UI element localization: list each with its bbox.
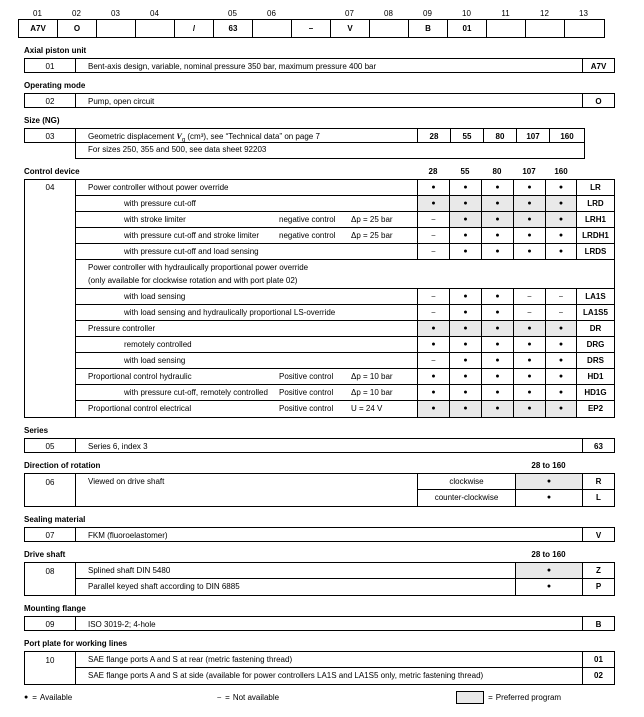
row-code: 02 [594, 671, 603, 680]
availability-cell: ● [514, 180, 546, 195]
control-row-label: Pressure controller [88, 324, 156, 333]
availability-cell: ● [546, 369, 577, 384]
displacement-subscript: g [181, 137, 186, 144]
port-plate-table [24, 651, 615, 685]
code-column-label: 06 [267, 9, 276, 18]
availability-cell: ● [482, 337, 514, 352]
availability-cell: ● [450, 385, 482, 400]
code-cell: B [409, 20, 448, 37]
control-row-code: EP2 [587, 404, 604, 413]
availability-cell: – [418, 353, 450, 368]
control-row-label: Proportional control electrical [88, 404, 192, 413]
row-number: 02 [25, 94, 76, 107]
availability-cell: ● [450, 289, 482, 304]
control-row-code: DRG [586, 340, 605, 349]
section-title-sealing: Sealing material [24, 515, 86, 524]
code-column-label: 13 [579, 9, 588, 18]
row-code: Z [596, 566, 601, 575]
drive-shaft-row-splined [76, 563, 614, 579]
displacement-variable: V [176, 132, 182, 141]
code-column-label: 05 [228, 9, 237, 18]
control-row-mode: Positive control [279, 372, 334, 381]
control-row-code: DRS [587, 356, 604, 365]
row-description: SAE flange ports A and S at rear (metric fastening thread) [76, 652, 583, 667]
availability-cell: – [546, 289, 577, 304]
availability-cell: ● [514, 337, 546, 352]
code-column-label: 02 [72, 9, 81, 18]
size-note-row: For sizes 250, 355 and 500, see data sheet 92203 [75, 143, 585, 159]
size-column-header: 55 [460, 167, 470, 176]
section-title-operating-mode: Operating mode [24, 81, 86, 90]
direction-rows [418, 474, 614, 506]
control-row-DRG [76, 337, 614, 353]
availability-cell: ● [516, 490, 583, 506]
code-column-label: 04 [150, 9, 159, 18]
size-column-header: 160 [554, 167, 568, 176]
availability-cell: – [418, 228, 450, 243]
control-row-label: with pressure cut-off and load sensing [124, 247, 259, 256]
size-column-header: 28 [428, 167, 438, 176]
code-cell: 01 [448, 20, 487, 37]
availability-cell: ● [514, 228, 546, 243]
code-cell [526, 20, 565, 37]
row-description: Parallel keyed shaft according to DIN 6885 [76, 579, 516, 595]
section-title-drive-shaft [24, 550, 613, 560]
availability-cell: – [418, 244, 450, 259]
availability-cell: ● [546, 196, 577, 211]
code-cell: A7V [19, 20, 58, 37]
size-value: 107 [517, 129, 550, 142]
availability-cell: ● [546, 180, 577, 195]
code-column-label: 07 [345, 9, 354, 18]
size-value: 55 [451, 129, 484, 142]
availability-cell: ● [418, 401, 450, 417]
availability-cell: ● [514, 212, 546, 227]
drive-shaft-row-keyed [76, 579, 614, 595]
availability-cell: ● [546, 385, 577, 400]
row-number: 03 [25, 129, 76, 142]
legend [24, 690, 644, 704]
code-column-label: 09 [423, 9, 432, 18]
legend-available-label: Available [39, 692, 73, 702]
availability-cell: ● [546, 401, 577, 417]
availability-cell: ● [450, 196, 482, 211]
control-row-mode: Positive control [279, 404, 334, 413]
port-plate-row-rear [76, 652, 614, 668]
code-cell: – [292, 20, 331, 37]
code-column-label: 03 [111, 9, 120, 18]
control-row-code: LRD [587, 199, 604, 208]
row-number: 06 [25, 474, 76, 506]
availability-cell: ● [514, 196, 546, 211]
availability-cell: ● [482, 244, 514, 259]
control-group-note-line1: Power controller with hydraulically proportional power override [88, 263, 309, 272]
control-row-DR [76, 321, 614, 337]
section-title-size: Size (NG) [24, 116, 60, 125]
row-description [76, 129, 418, 142]
row-code: L [596, 493, 601, 502]
row-number: 09 [25, 617, 76, 630]
control-row-LA1S5 [76, 305, 614, 321]
preferred-program-swatch [456, 691, 484, 704]
availability-cell: ● [418, 180, 450, 195]
row-code: V [595, 531, 602, 540]
control-row-DRS [76, 353, 614, 369]
availability-cell: ● [450, 401, 482, 417]
code-column-label: 01 [33, 9, 42, 18]
code-cell [487, 20, 526, 37]
availability-cell: – [514, 289, 546, 304]
availability-cell: ● [450, 212, 482, 227]
control-row-value: Δp = 25 bar [351, 231, 393, 240]
code-cell: 63 [214, 20, 253, 37]
control-row-code: LA1S5 [583, 308, 608, 317]
availability-cell: ● [546, 244, 577, 259]
direction-row-clockwise [418, 474, 614, 490]
control-row-HD1G [76, 385, 614, 401]
size-column-header: 80 [492, 167, 502, 176]
row-number: 05 [25, 439, 76, 452]
control-row-code: LR [590, 183, 601, 192]
legend-equals: = [225, 692, 230, 702]
control-row-label: with pressure cut-off, remotely controlled [124, 388, 268, 397]
size-value: 80 [484, 129, 517, 142]
availability-cell: ● [546, 321, 577, 336]
legend-equals: = [32, 692, 37, 702]
availability-cell: – [418, 289, 450, 304]
availability-cell: ● [546, 337, 577, 352]
axial-piston-unit-row [24, 58, 615, 73]
availability-cell: ● [450, 337, 482, 352]
mounting-flange-row [24, 616, 615, 631]
availability-cell: ● [450, 244, 482, 259]
control-row-HD1 [76, 369, 614, 385]
code-cell [97, 20, 136, 37]
row-code: O [595, 97, 602, 106]
control-row-label: Power controller without power override [88, 183, 229, 192]
section-title-axial-piston-unit: Axial piston unit [24, 46, 87, 55]
control-row-LRH1 [76, 212, 614, 228]
direction-table [24, 473, 615, 507]
row-number: 07 [25, 528, 76, 541]
port-plate-rows [76, 652, 614, 684]
row-code: 63 [594, 442, 603, 451]
availability-cell: ● [514, 401, 546, 417]
direction-label: counter-clockwise [418, 490, 516, 506]
row-code: 01 [594, 655, 603, 664]
control-row-label: Proportional control hydraulic [88, 372, 192, 381]
availability-cell: ● [482, 196, 514, 211]
availability-cell: ● [514, 321, 546, 336]
control-row-code: DR [589, 324, 602, 333]
availability-cell: – [418, 212, 450, 227]
availability-cell: ● [418, 369, 450, 384]
not-available-dash-icon: – [217, 693, 222, 701]
control-row-code: LA1S [585, 292, 606, 301]
availability-cell: ● [546, 228, 577, 243]
control-row-label: with stroke limiter [124, 215, 186, 224]
size-row [24, 128, 585, 143]
size-range-header: 28 to 160 [531, 461, 566, 470]
availability-cell: – [514, 305, 546, 320]
model-code-column-labels [18, 8, 605, 19]
control-row-label: with load sensing [124, 356, 186, 365]
code-cell: V [331, 20, 370, 37]
row-description: FKM (fluoroelastomer) [76, 528, 583, 541]
control-row-mode: negative control [279, 215, 336, 224]
code-cell [565, 20, 604, 37]
row-description: Series 6, index 3 [76, 439, 583, 452]
code-cell [136, 20, 175, 37]
code-cell [253, 20, 292, 37]
control-row-LRD [76, 196, 614, 212]
row-description: Pump, open circuit [76, 94, 583, 107]
availability-cell: ● [482, 369, 514, 384]
control-row-code: HD1 [587, 372, 604, 381]
code-column-label: 08 [384, 9, 393, 18]
row-description: Bent-axis design, variable, nominal pressure 350 bar, maximum pressure 400 bar [76, 59, 583, 72]
control-row-label: remotely controlled [124, 340, 192, 349]
sealing-row [24, 527, 615, 542]
control-device-table [24, 179, 615, 418]
control-row-LR [76, 180, 614, 196]
control-row-code: HD1G [584, 388, 607, 397]
control-row-mode: negative control [279, 231, 336, 240]
control-row-value: Δp = 10 bar [351, 372, 393, 381]
row-number: 08 [25, 563, 76, 595]
availability-cell: ● [450, 353, 482, 368]
available-dot-icon: ● [24, 693, 29, 701]
availability-cell: – [418, 305, 450, 320]
control-group-note-line2: (only available for clockwise rotation and with port plate 02) [88, 276, 298, 285]
series-row [24, 438, 615, 453]
direction-title: Direction of rotation [24, 461, 101, 470]
row-description: Viewed on drive shaft [76, 474, 418, 506]
control-row-code: LRDH1 [582, 231, 609, 240]
availability-cell: ● [546, 212, 577, 227]
row-code: A7V [590, 62, 607, 71]
row-code: P [595, 582, 602, 591]
model-code-table [18, 8, 605, 38]
section-title-mounting-flange: Mounting flange [24, 604, 86, 613]
legend-not-available-label: Not available [232, 692, 280, 702]
control-row-value: Δp = 10 bar [351, 388, 393, 397]
availability-cell: ● [482, 353, 514, 368]
section-title-series: Series [24, 426, 49, 435]
availability-cell: ● [450, 305, 482, 320]
size-desc-post: (cm³), see “Technical data” on page 7 [185, 132, 320, 141]
control-row-label: with load sensing and hydraulically proportional LS-override [124, 308, 336, 317]
control-row-LRDS [76, 244, 614, 260]
availability-cell: ● [418, 385, 450, 400]
row-code: B [595, 620, 602, 629]
section-title-control-device [24, 167, 613, 177]
availability-cell: ● [482, 401, 514, 417]
code-cell: / [175, 20, 214, 37]
code-column-label: 11 [501, 9, 510, 18]
size-column-header: 107 [522, 167, 536, 176]
availability-cell: ● [516, 563, 583, 578]
legend-preferred-label: Preferred program [495, 692, 562, 702]
size-range-header: 28 to 160 [531, 550, 566, 559]
control-row-value: Δp = 25 bar [351, 215, 393, 224]
row-number: 04 [25, 180, 76, 417]
control-row-mode: Positive control [279, 388, 334, 397]
row-description: ISO 3019-2; 4-hole [76, 617, 583, 630]
availability-cell: ● [514, 244, 546, 259]
availability-cell: ● [482, 228, 514, 243]
code-cell [370, 20, 409, 37]
section-title-port-plate: Port plate for working lines [24, 639, 128, 648]
row-code: R [595, 477, 602, 486]
drive-shaft-title: Drive shaft [24, 550, 66, 559]
control-row-LA1S [76, 289, 614, 305]
control-row-label: with load sensing [124, 292, 186, 301]
direction-row-counter-clockwise [418, 490, 614, 506]
size-value: 160 [560, 132, 574, 141]
control-row-label: with pressure cut-off [124, 199, 196, 208]
code-column-label [174, 8, 213, 19]
drive-shaft-table [24, 562, 615, 596]
size-desc-pre: Geometric displacement [88, 132, 177, 141]
availability-cell: – [546, 305, 577, 320]
row-number: 10 [25, 652, 76, 684]
code-column-label: 12 [540, 9, 549, 18]
model-code-values [18, 19, 605, 38]
availability-cell: ● [482, 180, 514, 195]
operating-mode-row [24, 93, 615, 108]
legend-equals: = [488, 692, 493, 702]
control-row-code: LRDS [584, 247, 607, 256]
availability-cell: ● [482, 305, 514, 320]
port-plate-row-side [76, 668, 614, 684]
row-description: Splined shaft DIN 5480 [76, 563, 516, 578]
availability-cell: ● [516, 474, 583, 489]
availability-cell: ● [482, 385, 514, 400]
availability-cell: ● [450, 321, 482, 336]
availability-cell: ● [546, 353, 577, 368]
code-column-label [291, 8, 330, 19]
availability-cell: ● [418, 196, 450, 211]
drive-shaft-rows [76, 563, 614, 595]
size-value: 28 [418, 129, 451, 142]
availability-cell: ● [418, 337, 450, 352]
row-description: SAE flange ports A and S at side (available for power controllers LA1S and LA1S5 only, metric fastening thread) [76, 668, 583, 684]
section-title-direction [24, 461, 613, 471]
availability-cell: ● [482, 212, 514, 227]
availability-cell: ● [450, 228, 482, 243]
control-rows [76, 180, 614, 417]
control-row-EP2 [76, 401, 614, 417]
availability-cell: ● [450, 369, 482, 384]
control-row-code: LRH1 [585, 215, 606, 224]
control-row-label: with pressure cut-off and stroke limiter [124, 231, 260, 240]
availability-cell: ● [514, 369, 546, 384]
availability-cell: ● [482, 289, 514, 304]
availability-cell: ● [514, 353, 546, 368]
control-device-title: Control device [24, 167, 80, 176]
direction-label: clockwise [418, 474, 516, 489]
control-row-value: U = 24 V [351, 404, 383, 413]
control-group-note [76, 260, 614, 289]
availability-cell: ● [514, 385, 546, 400]
row-number: 01 [25, 59, 76, 72]
availability-cell: ● [516, 579, 583, 595]
availability-cell: ● [482, 321, 514, 336]
availability-cell: ● [418, 321, 450, 336]
availability-cell: ● [450, 180, 482, 195]
code-column-label: 10 [462, 9, 471, 18]
control-row-LRDH1 [76, 228, 614, 244]
code-cell: O [58, 20, 97, 37]
